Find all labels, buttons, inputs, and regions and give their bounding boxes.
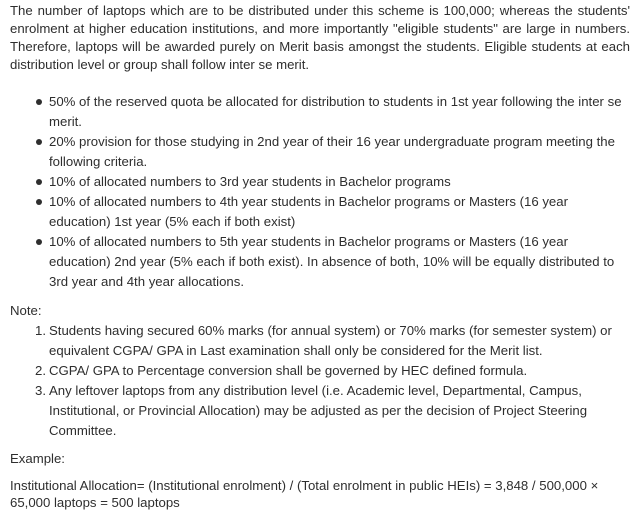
note-item-3 xyxy=(35,381,630,441)
note-heading: Note: xyxy=(10,303,42,318)
bullet-item-4: 10% of allocated numbers to 4th year students in Bachelor programs or Masters (16 year education) 1st year (5% each if both exist) xyxy=(49,192,630,232)
bullet-item-3: 10% of allocated numbers to 3rd year students in Bachelor programs xyxy=(49,172,630,192)
document-body xyxy=(10,2,630,511)
note-item-2 xyxy=(35,361,630,381)
bullet-item-2: 20% provision for those studying in 2nd year of their 16 year undergraduate program meeting the following criteria. xyxy=(49,132,630,172)
allocation-bullet-list xyxy=(10,92,630,292)
note-item-text: Any leftover laptops from any distribution level (i.e. Academic level, Departmental, Campus, Institutional, or Provincial Allocation) may be adjusted as per the decision of Project Steering Committee. xyxy=(49,383,588,438)
note-item-number: 3. xyxy=(35,383,46,398)
note-item-text: Students having secured 60% marks (for annual system) or 70% marks (for semester system) or equivalent CGPA/ GPA in Last examination shall only be considered for the Merit list. xyxy=(49,323,612,358)
bullet-item-1: 50% of the reserved quota be allocated for distribution to students in 1st year following the inter se merit. xyxy=(49,92,630,132)
note-item-number: 1. xyxy=(35,323,46,338)
example-formula: Institutional Allocation= (Institutional enrolment) / (Total enrolment in public HEIs) = 3,848 / 500,000 × 65,000 laptops = 500 laptops xyxy=(10,478,599,510)
intro-paragraph: The number of laptops which are to be distributed under this scheme is 100,000; whereas the students' enrolment at higher education institutions, and more importantly "eligible students" are large in numbers. Therefore, laptops will be awarded purely on Merit basis amongst the students. Eligible students at each distribution level or group shall follow inter se merit. xyxy=(10,3,630,72)
note-item-text: CGPA/ GPA to Percentage conversion shall be governed by HEC defined formula. xyxy=(49,363,528,378)
bullet-item-5: 10% of allocated numbers to 5th year students in Bachelor programs or Masters (16 year education) 2nd year (5% each if both exist). In absence of both, 10% will be equally distributed to 3rd year and 4th year allocations. xyxy=(49,232,630,292)
note-item-number: 2. xyxy=(35,363,46,378)
note-numbered-list xyxy=(10,321,630,441)
example-heading: Example: xyxy=(10,451,65,466)
note-item-1 xyxy=(35,321,630,361)
